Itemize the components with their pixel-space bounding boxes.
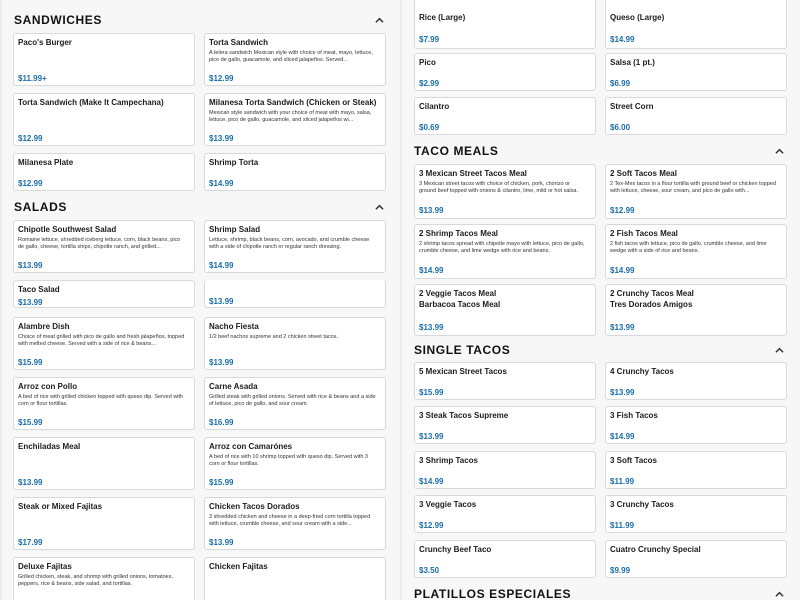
section-header-platillos[interactable] bbox=[414, 582, 786, 600]
item-price: $13.99 bbox=[610, 388, 635, 397]
menu-item-card[interactable] bbox=[605, 97, 787, 135]
item-name: Rice (Large) bbox=[419, 13, 466, 22]
menu-item-card[interactable] bbox=[605, 362, 787, 400]
menu-item-card[interactable] bbox=[605, 164, 787, 219]
menu-item-card[interactable] bbox=[13, 377, 195, 430]
item-price: $3.50 bbox=[419, 566, 440, 575]
menu-item-card[interactable] bbox=[605, 495, 787, 533]
menu-item-card[interactable] bbox=[414, 451, 596, 489]
item-price: $7.99 bbox=[419, 35, 440, 44]
item-price: $13.99 bbox=[610, 323, 635, 332]
item-price: $15.99 bbox=[18, 418, 43, 427]
item-description: A bed of rice with grilled chicken topped with queso dip. Served with corn or flour tortillas. bbox=[18, 394, 184, 408]
item-price: $13.99 bbox=[419, 206, 444, 215]
menu-item-card[interactable] bbox=[13, 220, 195, 273]
item-price: $14.99 bbox=[419, 477, 444, 486]
menu-item-card[interactable] bbox=[13, 317, 195, 370]
menu-item-card[interactable] bbox=[204, 280, 386, 308]
item-description: 2 fish tacos with lettuce, pico de gallo, crumble cheese, and lime wedge with a side of rice and beans. bbox=[610, 241, 767, 255]
item-name: Arroz con Pollo bbox=[18, 382, 78, 391]
item-price: $15.99 bbox=[209, 478, 234, 487]
item-price: $14.99 bbox=[209, 261, 234, 270]
item-price: $9.99 bbox=[610, 566, 631, 575]
chevron-up-icon[interactable] bbox=[772, 587, 786, 600]
item-price: $12.99 bbox=[18, 134, 43, 143]
menu-item-card[interactable] bbox=[414, 164, 596, 219]
menu-item-card[interactable] bbox=[204, 497, 386, 550]
item-name: 3 Fish Tacos bbox=[610, 411, 658, 420]
chevron-up-icon[interactable] bbox=[372, 200, 386, 214]
item-name: Cuatro Crunchy Special bbox=[610, 545, 701, 554]
menu-item-card[interactable] bbox=[605, 53, 787, 91]
item-price: $16.99 bbox=[209, 418, 234, 427]
menu-item-card[interactable] bbox=[13, 93, 195, 146]
item-price: $6.00 bbox=[610, 123, 631, 132]
item-price: $12.99 bbox=[419, 521, 444, 530]
menu-item-card[interactable] bbox=[605, 224, 787, 279]
item-price: $6.99 bbox=[610, 79, 631, 88]
section-title: SANDWICHES bbox=[14, 13, 103, 27]
item-price: $11.99 bbox=[610, 477, 635, 486]
item-price: $13.99 bbox=[18, 298, 43, 307]
item-description: Romaine lettuce, shredded iceberg lettuce, corn, black beans, pico de gallo, cheese, tortilla strips, chipotle ranch, and grilled... bbox=[18, 237, 181, 251]
item-name: Milanesa Plate bbox=[18, 158, 74, 167]
menu-item-card[interactable] bbox=[414, 97, 596, 135]
item-price: $11.99 bbox=[610, 521, 635, 530]
item-price: $14.99 bbox=[610, 432, 635, 441]
item-price: $14.99 bbox=[209, 179, 234, 188]
chevron-up-icon[interactable] bbox=[772, 144, 786, 158]
menu-item-card[interactable] bbox=[605, 451, 787, 489]
item-name: 2 Fish Tacos Meal bbox=[610, 229, 678, 238]
menu-item-card[interactable] bbox=[414, 53, 596, 91]
item-description: 2 Tex-Mex tacos in a flour tortilla with ground beef or chicken topped with lettuce, cheese, sour cream, and pico de gallo with... bbox=[610, 181, 776, 195]
item-name: Pico bbox=[419, 58, 436, 67]
item-name: Arroz con Camarónes bbox=[209, 442, 293, 451]
section-title: SALADS bbox=[14, 200, 67, 214]
item-price: $12.99 bbox=[18, 179, 43, 188]
item-price: $0.69 bbox=[419, 123, 440, 132]
chevron-up-icon[interactable] bbox=[772, 343, 786, 357]
item-name: Crunchy Beef Taco bbox=[419, 545, 492, 554]
item-price: $14.99 bbox=[610, 35, 635, 44]
item-name: Nacho Fiesta bbox=[209, 322, 259, 331]
item-price: $15.99 bbox=[18, 358, 43, 367]
item-price: $14.99 bbox=[610, 266, 635, 275]
section-title: TACO MEALS bbox=[414, 144, 499, 158]
section-title: PLATILLOS ESPECIALES bbox=[414, 587, 572, 600]
item-price: $14.99 bbox=[419, 266, 444, 275]
item-description: Grilled chicken, steak, and shrimp with grilled onions, tomatoes, peppers, rice & beans, side salad, and tortillas. bbox=[18, 574, 173, 588]
item-price: $13.99 bbox=[419, 323, 444, 332]
item-price: $13.99 bbox=[209, 134, 234, 143]
menu-item-card[interactable] bbox=[13, 280, 195, 308]
item-name: 3 Veggie Tacos bbox=[419, 500, 477, 509]
menu-item-card[interactable] bbox=[13, 153, 195, 191]
section-header-taco-meals[interactable] bbox=[414, 139, 786, 163]
item-name: Carne Asada bbox=[209, 382, 258, 391]
item-price: $2.99 bbox=[419, 79, 440, 88]
item-name: 3 Soft Tacos bbox=[610, 456, 657, 465]
section-header-sandwiches[interactable] bbox=[14, 8, 386, 32]
item-description: A telera sandwich Mexican style with choice of meat, mayo, lettuce, pico de gallo, guacamole, and sliced jalapeños. Served... bbox=[209, 50, 373, 64]
item-name: Alambre Dish bbox=[18, 322, 70, 331]
menu-item-card[interactable] bbox=[414, 362, 596, 400]
menu-item-card[interactable] bbox=[605, 406, 787, 444]
item-name: 3 Crunchy Tacos bbox=[610, 500, 674, 509]
item-price: $15.99 bbox=[419, 388, 444, 397]
item-name: 2 Soft Tacos Meal bbox=[610, 169, 677, 178]
menu-item-card[interactable] bbox=[414, 406, 596, 444]
item-price: $13.99 bbox=[209, 297, 234, 306]
item-name-secondary: Barbacoa Tacos Meal bbox=[419, 300, 501, 309]
menu-item-card[interactable] bbox=[204, 220, 386, 273]
menu-item-card[interactable] bbox=[414, 284, 596, 336]
item-description: Grilled steak with grilled onions. Served with rice & beans and a side of lettuce, pico de gallo, and sour cream. bbox=[209, 394, 376, 408]
menu-item-card[interactable] bbox=[605, 284, 787, 336]
item-name: Torta Sandwich (Make It Campechana) bbox=[18, 98, 164, 107]
menu-item-card[interactable] bbox=[204, 33, 386, 86]
item-name: Taco Salad bbox=[18, 285, 60, 294]
item-name: Enchiladas Meal bbox=[18, 442, 81, 451]
item-name: Torta Sandwich bbox=[209, 38, 268, 47]
item-description: 3 shredded chicken and cheese in a deep-fried corn tortilla topped with lettuce, crumble cheese, and sour cream with a side... bbox=[209, 514, 371, 528]
item-description: A bed of rice with 10 shrimp topped with queso dip. Served with 3 corn or flour tortillas. bbox=[209, 454, 368, 468]
item-description: Mexican style sandwich with your choice of meat with mayo, salsa, lettuce, pico de gallo, guacamole, and sliced jalapeños wi... bbox=[209, 110, 372, 124]
menu-item-card[interactable] bbox=[13, 497, 195, 550]
chevron-up-icon[interactable] bbox=[372, 13, 386, 27]
item-price: $12.99 bbox=[610, 206, 635, 215]
menu-item-card[interactable] bbox=[605, 0, 787, 49]
item-name: 5 Mexican Street Tacos bbox=[419, 367, 507, 376]
item-price: $11.99+ bbox=[18, 74, 47, 83]
item-name: Cilantro bbox=[419, 102, 450, 111]
menu-item-card[interactable] bbox=[204, 557, 386, 600]
menu-item-card[interactable] bbox=[414, 224, 596, 279]
item-name: 3 Shrimp Tacos bbox=[419, 456, 478, 465]
item-name: 4 Crunchy Tacos bbox=[610, 367, 674, 376]
item-description: Choice of meat grilled with pico de gallo and fresh jalapeños, topped with melted cheese. Served with a side of rice & beans... bbox=[18, 334, 185, 348]
item-name: Queso (Large) bbox=[610, 13, 665, 22]
section-header-single-tacos[interactable] bbox=[414, 338, 786, 362]
menu-item-card[interactable] bbox=[204, 437, 386, 490]
menu-item-card[interactable] bbox=[204, 377, 386, 430]
item-name: Salsa (1 pt.) bbox=[610, 58, 655, 67]
menu-item-card[interactable] bbox=[204, 317, 386, 370]
item-price: $13.99 bbox=[209, 538, 234, 547]
item-description: 3 Mexican street tacos with choice of chicken, pork, chorizo or ground beef topped with onions & cilantro, lime, mild or hot salsa. bbox=[419, 181, 578, 195]
item-price: $13.99 bbox=[419, 432, 444, 441]
menu-item-card[interactable] bbox=[605, 540, 787, 578]
menu-item-card[interactable] bbox=[13, 437, 195, 490]
menu-item-card[interactable] bbox=[204, 93, 386, 146]
item-name: Shrimp Salad bbox=[209, 225, 261, 234]
item-price: $17.99 bbox=[18, 538, 43, 547]
menu-item-card[interactable] bbox=[13, 33, 195, 86]
item-description: 1/2 beef nachos supreme and 2 chicken street tacos. bbox=[209, 334, 339, 340]
section-title: SINGLE TACOS bbox=[414, 343, 511, 357]
item-name: Milanesa Torta Sandwich (Chicken or Steak) bbox=[209, 98, 377, 107]
right-menu-column bbox=[400, 0, 800, 600]
item-price: $12.99 bbox=[209, 74, 234, 83]
item-name: Steak or Mixed Fajitas bbox=[18, 502, 103, 511]
item-name: Shrimp Torta bbox=[209, 158, 259, 167]
item-name-secondary: Tres Dorados Amigos bbox=[610, 300, 693, 309]
item-price: $13.99 bbox=[209, 358, 234, 367]
item-name: Chipotle Southwest Salad bbox=[18, 225, 117, 234]
item-description: 2 shrimp tacos spread with chipotle mayo with lettuce, pico de gallo, crumble cheese, and lime wedge with rice and beans. bbox=[419, 241, 585, 255]
item-name: 2 Shrimp Tacos Meal bbox=[419, 229, 498, 238]
item-name: Chicken Fajitas bbox=[209, 562, 268, 571]
menu-item-card[interactable] bbox=[414, 0, 596, 49]
menu-item-card[interactable] bbox=[13, 557, 195, 600]
menu-item-card[interactable] bbox=[414, 495, 596, 533]
item-price: $13.99 bbox=[18, 261, 43, 270]
item-name: Chicken Tacos Dorados bbox=[209, 502, 300, 511]
menu-item-card[interactable] bbox=[204, 153, 386, 191]
item-name: Paco's Burger bbox=[18, 38, 72, 47]
item-name: 3 Steak Tacos Supreme bbox=[419, 411, 509, 420]
item-name: Street Corn bbox=[610, 102, 654, 111]
menu-item-card[interactable] bbox=[414, 540, 596, 578]
section-header-salads[interactable] bbox=[14, 195, 386, 219]
item-name: 2 Veggie Tacos Meal bbox=[419, 289, 497, 298]
item-name: 3 Mexican Street Tacos Meal bbox=[419, 169, 527, 178]
item-name: 2 Crunchy Tacos Meal bbox=[610, 289, 694, 298]
item-description: Lettuce, shrimp, black beans, corn, avocado, and crumble cheese with a side of chipotle ranch or regular ranch dressing. bbox=[209, 237, 370, 251]
item-name: Deluxe Fajitas bbox=[18, 562, 72, 571]
item-price: $13.99 bbox=[18, 478, 43, 487]
